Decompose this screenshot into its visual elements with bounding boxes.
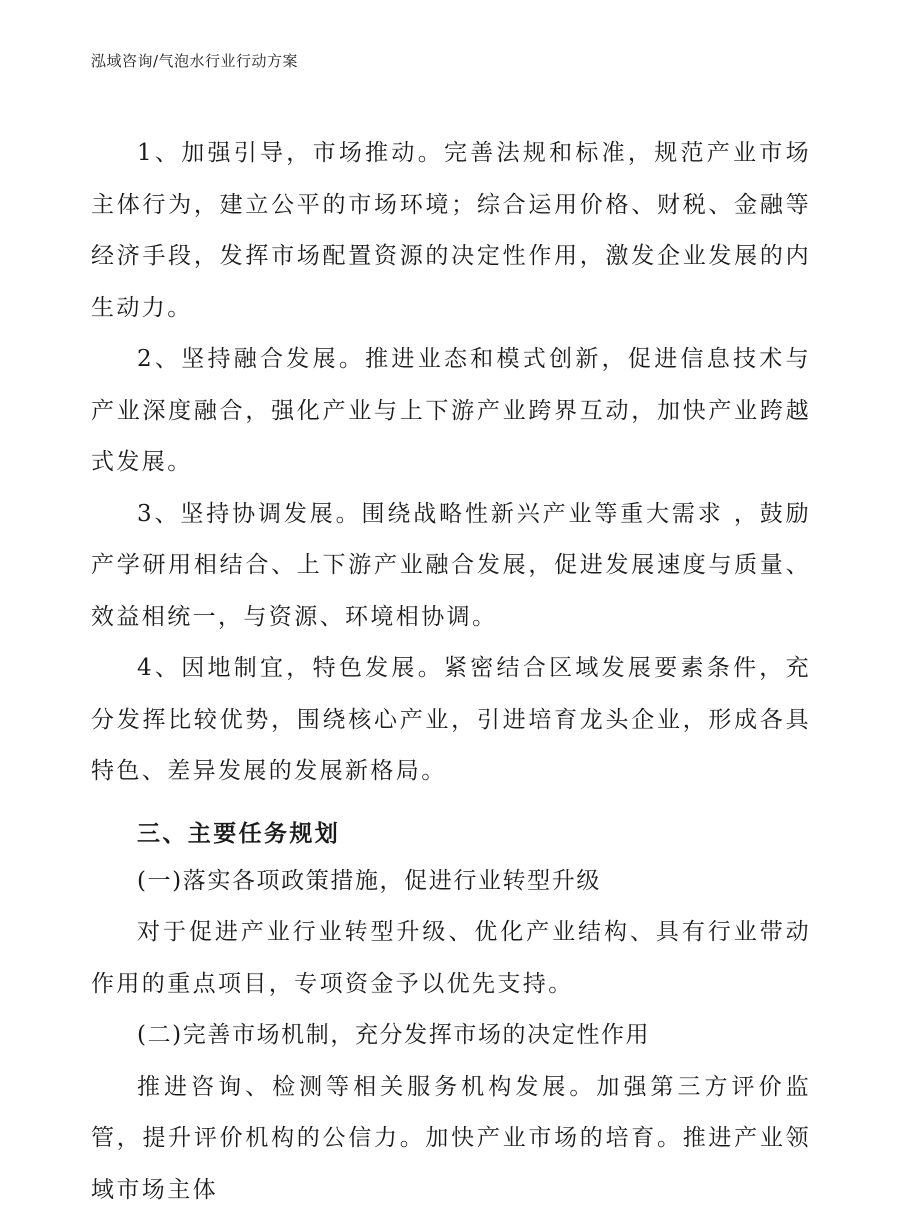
- paragraph-principle-1: 1、加强引导，市场推动。完善法规和标准，规范产业市场主体行为，建立公平的市场环境；综合运用价格、财税、金融等经济手段，发挥市场配置资源的决定性作用，激发企业发展的内生动力。: [91, 128, 811, 334]
- document-body: [91, 128, 811, 1216]
- paragraph-principle-4: 4、因地制宜，特色发展。紧密结合区域发展要素条件，充分发挥比较优势，围绕核心产业，引进培育龙头企业，形成各具特色、差异发展的发展新格局。: [91, 643, 811, 798]
- header-rule: [91, 78, 829, 79]
- paragraph-principle-2: 2、坚持融合发展。推进业态和模式创新，促进信息技术与产业深度融合，强化产业与上下游产业跨界互动，加快产业跨越式发展。: [91, 334, 811, 489]
- paragraph-principle-3: 3、坚持协调发展。围绕战略性新兴产业等重大需求 ，鼓励产学研用相结合、上下游产业融合发展，促进发展速度与质量、效益相统一，与资源、环境相协调。: [91, 489, 811, 644]
- subsection-text-1: 对于促进产业行业转型升级、优化产业结构、具有行业带动作用的重点项目，专项资金予以优先支持。: [91, 907, 811, 1010]
- subsection-heading-1: (一)落实各项政策措施，促进行业转型升级: [91, 856, 811, 908]
- subsection-text-2: 推进咨询、检测等相关服务机构发展。加强第三方评价监管，提升评价机构的公信力。加快产业市场的培育。推进产业领域市场主体: [91, 1062, 811, 1216]
- page-header: 泓域咨询/气泡水行业行动方案: [91, 50, 298, 71]
- subsection-heading-2: (二)完善市场机制，充分发挥市场的决定性作用: [91, 1010, 811, 1062]
- section-heading-main-tasks: 三、主要任务规划: [91, 812, 811, 856]
